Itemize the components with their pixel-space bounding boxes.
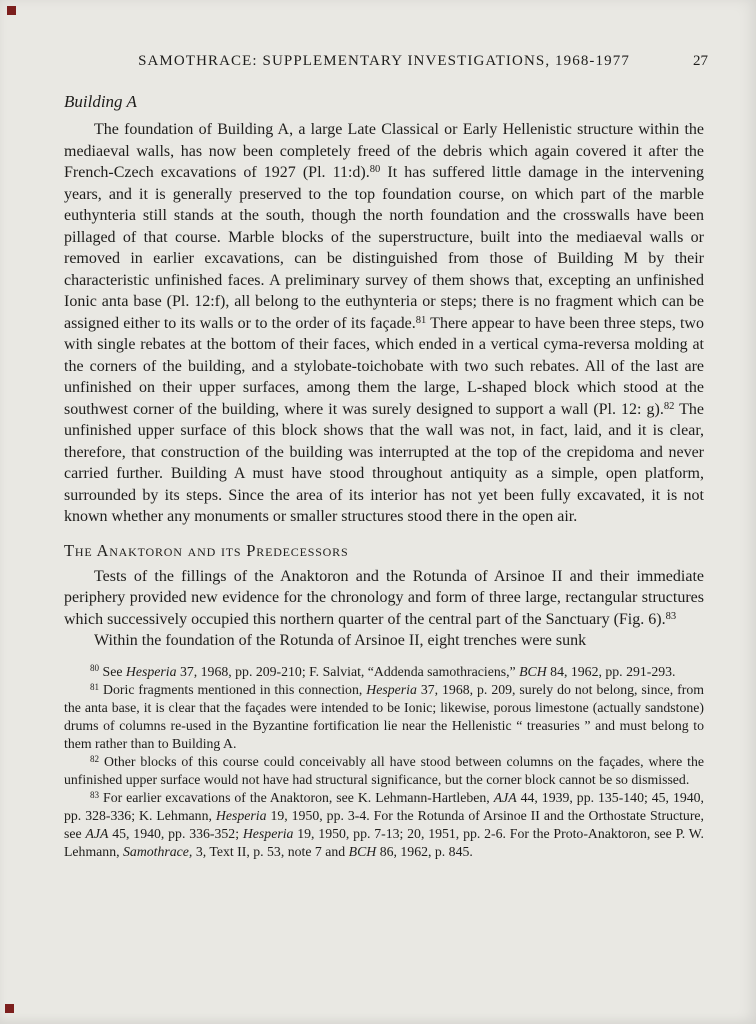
running-header — [64, 52, 708, 70]
section-heading-anaktoron: The Anaktoron and its Predecessors — [64, 540, 349, 560]
paragraph-building-a: The foundation of Building A, a large Late Classical or Early Hellenistic structure within the mediaeval walls, has now been completely freed of the debris which again covered it after the French-Czech excavations of 1927 (Pl. 11:d).$^{80}$ It has suffered little damage in the intervening years, and it is generally preserved to the top foundation course, on which part of the marble euthynteria still stands at the south, though the north foundation and the crosswalls have been pillaged of that course. Marble blocks of the superstructure, built into the mediaeval walls or removed in earlier excavations, can be distinguished from those of Building M by their characteristic unfinished faces. A preliminary survey of them shows that, excepting an unfinished Ionic anta base (Pl. 12:f), all belong to the euthynteria or steps; there is no fragment which can be assigned either to its walls or to the order of its façade.$^{81}$ There appear to have been three steps, two with single rebates at the bottom of their faces, which ended in a vertical cyma-reversa molding at the corners of the building, and a stylobate-toichobate with two such rebates. All of the last are unfinished on their upper surfaces, among them the large, L-shaped block which stood at the southwest corner of the building, where it was surely designed to support a wall (Pl. 12: g).$^{82}$ The unfinished upper surface of this block shows that the wall was not, in fact, laid, and it is clear, therefore, that construction of the building was interrupted at the top of the crepidoma and never carried further. Building A must have stood throughout antiquity as a simple, open platform, surrounded by its steps. Since the area of its interior has not yet been fully excavated, it is not known whether any monuments or smaller structures stood there in the open air. — [64, 121, 704, 525]
running-header-title: SAMOTHRACE: SUPPLEMENTARY INVESTIGATIONS, 1968-1977 — [138, 53, 630, 69]
paragraph-anaktoron-1: Tests of the fillings of the Anaktoron and the Rotunda of Arsinoe II and their immediate periphery provided new evidence for the chronology and form of three large, rectangular structures which successively occupied this northern quarter of the central part of the Sanctuary (Fig. 6).$^{83}$ — [64, 567, 704, 628]
scan-artifact-top-left — [7, 6, 16, 15]
section-heading-building-a: Building A — [64, 92, 137, 111]
footnote-81: $^{81}$ Doric fragments mentioned in this connection, Hesperia 37, 1968, p. 209, surely do not belong, since, from the anta base, it is clear that the façades were intended to be Ionic; likewise, porous limestone (actually sandstone) drums of columns re-used in the Byzantine fortification lie near the Hellenistic “ treasuries ” and must belong to them rather than to Building A. — [64, 681, 704, 751]
page-content — [64, 52, 708, 862]
footnote-83: $^{83}$ For earlier excavations of the Anaktoron, see K. Lehmann-Hartleben, AJA 44, 1939, pp. 135-140; 45, 1940, pp. 328-336; K. Lehmann, Hesperia 19, 1950, pp. 3-4. For the Rotunda of Arsinoe II and the Orthostate Structure, see AJA 45, 1940, pp. 336-352; Hesperia 19, 1950, pp. 7-13; 20, 1951, pp. 2-6. For the Proto-Anaktoron, see P. W. Lehmann, Samothrace, 3, Text II, p. 53, note 7 and BCH 86, 1962, p. 845. — [64, 790, 705, 860]
footnotes-section — [64, 663, 704, 862]
paragraph-anaktoron-2: Within the foundation of the Rotunda of Arsinoe II, eight trenches were sunk — [94, 632, 587, 649]
scan-artifact-bottom-left — [5, 1004, 14, 1013]
page-number: 27 — [693, 53, 708, 69]
footnote-80: $^{80}$ See Hesperia 37, 1968, pp. 209-210; F. Salviat, “Addenda samothraciens,” BCH 84, 1962, pp. 291-293. — [90, 663, 676, 679]
footnote-82: $^{82}$ Other blocks of this course could conceivably all have stood between columns on the façades, where the unfinished upper surface would not have had structural significance, but the corner block cannot be so dismissed. — [64, 753, 704, 788]
